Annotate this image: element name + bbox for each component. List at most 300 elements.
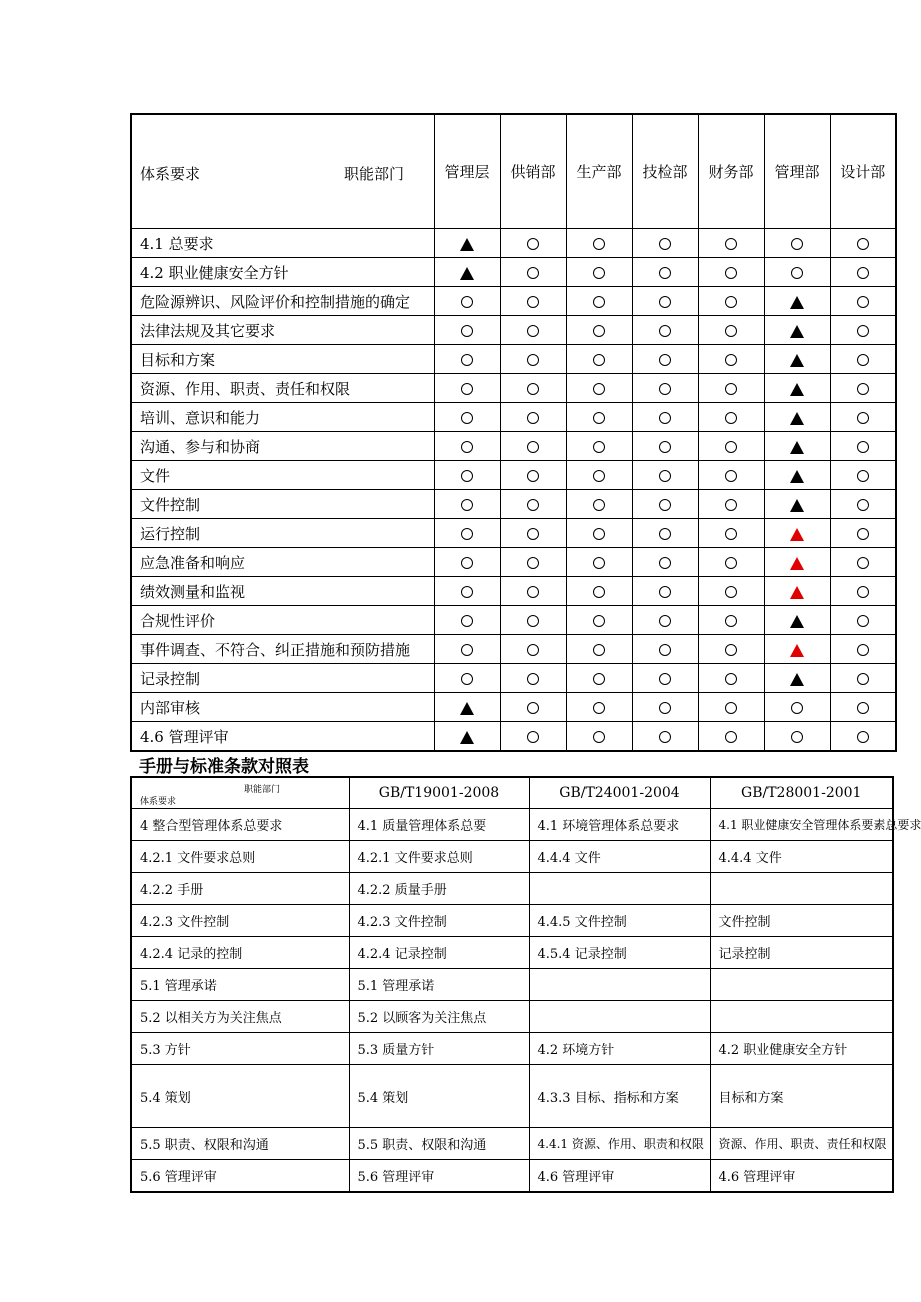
requirement-label: 沟通、参与和协商 bbox=[131, 432, 434, 461]
related-mark-cell bbox=[632, 345, 698, 374]
comparison-row bbox=[131, 1001, 893, 1033]
related-mark-cell bbox=[632, 548, 698, 577]
circle-icon bbox=[659, 267, 671, 279]
circle-icon bbox=[527, 673, 539, 685]
standard-clause-cell: 4.1 职业健康安全管理体系要素总要求 bbox=[710, 809, 893, 841]
related-mark-cell bbox=[632, 490, 698, 519]
related-mark-cell bbox=[830, 519, 896, 548]
standard-header: GB/T24001-2004 bbox=[529, 777, 710, 809]
related-mark-cell bbox=[830, 461, 896, 490]
related-mark-cell bbox=[500, 635, 566, 664]
related-mark-cell bbox=[566, 461, 632, 490]
requirement-label: 危险源辨识、风险评价和控制措施的确定 bbox=[131, 287, 434, 316]
circle-icon bbox=[725, 383, 737, 395]
circle-icon bbox=[659, 615, 671, 627]
circle-icon bbox=[791, 702, 803, 714]
related-mark-cell bbox=[566, 229, 632, 258]
related-mark-cell bbox=[764, 258, 830, 287]
standard-clause-cell: 4.5.4 记录控制 bbox=[529, 937, 710, 969]
comparison-row bbox=[131, 937, 893, 969]
circle-icon bbox=[725, 238, 737, 250]
related-mark-cell bbox=[830, 374, 896, 403]
standard-clause-cell: 4.1 质量管理体系总要 bbox=[349, 809, 529, 841]
matrix-row bbox=[131, 287, 896, 316]
matrix-row bbox=[131, 345, 896, 374]
circle-icon bbox=[725, 412, 737, 424]
circle-icon bbox=[593, 673, 605, 685]
circle-icon bbox=[725, 702, 737, 714]
circle-icon bbox=[527, 383, 539, 395]
triangle-icon bbox=[790, 354, 804, 367]
circle-icon bbox=[461, 383, 473, 395]
circle-icon bbox=[857, 441, 869, 453]
manual-clause-cell: 4.2.2 手册 bbox=[131, 873, 349, 905]
circle-icon bbox=[725, 644, 737, 656]
circle-icon bbox=[857, 528, 869, 540]
responsible-mark-cell bbox=[764, 490, 830, 519]
related-mark-cell bbox=[830, 403, 896, 432]
related-mark-cell bbox=[698, 229, 764, 258]
circle-icon bbox=[527, 644, 539, 656]
related-mark-cell bbox=[500, 345, 566, 374]
standard-clause-cell: 4.4.4 文件 bbox=[710, 841, 893, 873]
circle-icon bbox=[659, 325, 671, 337]
related-mark-cell bbox=[764, 722, 830, 752]
responsible-mark-cell bbox=[434, 258, 500, 287]
related-mark-cell bbox=[500, 258, 566, 287]
standard-clause-cell: 4.3.3 目标、指标和方案 bbox=[529, 1065, 710, 1128]
circle-icon bbox=[725, 615, 737, 627]
circle-icon bbox=[857, 267, 869, 279]
standard-clause-cell: 4.4.5 文件控制 bbox=[529, 905, 710, 937]
related-mark-cell bbox=[434, 461, 500, 490]
circle-icon bbox=[659, 557, 671, 569]
circle-icon bbox=[593, 644, 605, 656]
triangle-icon bbox=[790, 673, 804, 686]
comparison-row bbox=[131, 809, 893, 841]
dept-header: 管理部 bbox=[764, 114, 830, 229]
related-mark-cell bbox=[632, 519, 698, 548]
circle-icon bbox=[725, 731, 737, 743]
responsible-mark-cell bbox=[764, 432, 830, 461]
circle-icon bbox=[527, 470, 539, 482]
related-mark-cell bbox=[698, 519, 764, 548]
responsible-mark-cell bbox=[764, 577, 830, 606]
related-mark-cell bbox=[566, 374, 632, 403]
circle-icon bbox=[725, 354, 737, 366]
related-mark-cell bbox=[434, 606, 500, 635]
related-mark-cell bbox=[566, 403, 632, 432]
related-mark-cell bbox=[698, 461, 764, 490]
related-mark-cell bbox=[434, 374, 500, 403]
circle-icon bbox=[725, 267, 737, 279]
related-mark-cell bbox=[698, 635, 764, 664]
circle-icon bbox=[527, 557, 539, 569]
related-mark-cell bbox=[632, 606, 698, 635]
responsibility-matrix-table bbox=[130, 113, 897, 752]
dept-header: 财务部 bbox=[698, 114, 764, 229]
circle-icon bbox=[527, 412, 539, 424]
requirement-label: 事件调查、不符合、纠正措施和预防措施 bbox=[131, 635, 434, 664]
comparison-row bbox=[131, 905, 893, 937]
related-mark-cell bbox=[698, 403, 764, 432]
requirement-label: 记录控制 bbox=[131, 664, 434, 693]
comparison-table-title: 手册与标准条款对照表 bbox=[139, 757, 309, 777]
related-mark-cell bbox=[566, 577, 632, 606]
circle-icon bbox=[461, 615, 473, 627]
circle-icon bbox=[857, 354, 869, 366]
requirement-label: 文件 bbox=[131, 461, 434, 490]
responsible-mark-cell bbox=[434, 229, 500, 258]
related-mark-cell bbox=[500, 287, 566, 316]
circle-icon bbox=[461, 470, 473, 482]
circle-icon bbox=[527, 325, 539, 337]
circle-icon bbox=[857, 702, 869, 714]
matrix-row bbox=[131, 635, 896, 664]
related-mark-cell bbox=[500, 403, 566, 432]
circle-icon bbox=[857, 615, 869, 627]
circle-icon bbox=[593, 731, 605, 743]
comparison-row bbox=[131, 841, 893, 873]
standard-clause-cell: 4.2.2 质量手册 bbox=[349, 873, 529, 905]
related-mark-cell bbox=[566, 287, 632, 316]
circle-icon bbox=[725, 528, 737, 540]
matrix-row bbox=[131, 548, 896, 577]
related-mark-cell bbox=[632, 229, 698, 258]
circle-icon bbox=[593, 528, 605, 540]
requirement-label: 4.6 管理评审 bbox=[131, 722, 434, 752]
matrix-row bbox=[131, 258, 896, 287]
triangle-icon bbox=[790, 470, 804, 483]
circle-icon bbox=[725, 499, 737, 511]
related-mark-cell bbox=[434, 316, 500, 345]
related-mark-cell bbox=[566, 432, 632, 461]
comparison-row bbox=[131, 969, 893, 1001]
standard-header: GB/T28001-2001 bbox=[710, 777, 893, 809]
circle-icon bbox=[527, 586, 539, 598]
related-mark-cell bbox=[632, 432, 698, 461]
standard-clause-cell: 4.4.4 文件 bbox=[529, 841, 710, 873]
corner-departments-label: 职能部门 bbox=[344, 165, 405, 183]
related-mark-cell bbox=[500, 693, 566, 722]
related-mark-cell bbox=[566, 345, 632, 374]
circle-icon bbox=[593, 238, 605, 250]
red-triangle-icon bbox=[790, 586, 804, 599]
related-mark-cell bbox=[500, 519, 566, 548]
circle-icon bbox=[527, 354, 539, 366]
standard-clause-cell: 4.2.4 记录控制 bbox=[349, 937, 529, 969]
requirement-label: 应急准备和响应 bbox=[131, 548, 434, 577]
circle-icon bbox=[593, 615, 605, 627]
matrix-row bbox=[131, 490, 896, 519]
circle-icon bbox=[659, 238, 671, 250]
circle-icon bbox=[461, 412, 473, 424]
related-mark-cell bbox=[830, 287, 896, 316]
circle-icon bbox=[791, 238, 803, 250]
standard-clause-cell: 5.5 职责、权限和沟通 bbox=[349, 1128, 529, 1160]
circle-icon bbox=[593, 325, 605, 337]
related-mark-cell bbox=[632, 722, 698, 752]
responsible-mark-cell bbox=[764, 403, 830, 432]
circle-icon bbox=[857, 644, 869, 656]
related-mark-cell bbox=[830, 606, 896, 635]
requirement-label: 合规性评价 bbox=[131, 606, 434, 635]
standard-clause-cell bbox=[710, 1001, 893, 1033]
related-mark-cell bbox=[698, 345, 764, 374]
triangle-icon bbox=[790, 296, 804, 309]
related-mark-cell bbox=[566, 548, 632, 577]
related-mark-cell bbox=[830, 577, 896, 606]
circle-icon bbox=[659, 528, 671, 540]
related-mark-cell bbox=[566, 316, 632, 345]
circle-icon bbox=[857, 499, 869, 511]
circle-icon bbox=[659, 499, 671, 511]
related-mark-cell bbox=[698, 432, 764, 461]
comparison-row bbox=[131, 1033, 893, 1065]
comparison-row bbox=[131, 873, 893, 905]
standard-header: GB/T19001-2008 bbox=[349, 777, 529, 809]
related-mark-cell bbox=[632, 461, 698, 490]
comparison-row bbox=[131, 1065, 893, 1128]
circle-icon bbox=[659, 412, 671, 424]
responsible-mark-cell bbox=[764, 287, 830, 316]
circle-icon bbox=[593, 267, 605, 279]
circle-icon bbox=[593, 354, 605, 366]
related-mark-cell bbox=[764, 693, 830, 722]
responsible-mark-cell bbox=[764, 635, 830, 664]
circle-icon bbox=[461, 586, 473, 598]
corner-requirements-label: 体系要求 bbox=[140, 165, 201, 183]
requirement-label: 内部审核 bbox=[131, 693, 434, 722]
standard-clause-cell: 4.2.3 文件控制 bbox=[349, 905, 529, 937]
circle-icon bbox=[593, 441, 605, 453]
related-mark-cell bbox=[500, 490, 566, 519]
requirement-label: 4.2 职业健康安全方针 bbox=[131, 258, 434, 287]
circle-icon bbox=[461, 499, 473, 511]
circle-icon bbox=[659, 470, 671, 482]
related-mark-cell bbox=[830, 432, 896, 461]
related-mark-cell bbox=[566, 693, 632, 722]
related-mark-cell bbox=[434, 635, 500, 664]
circle-icon bbox=[659, 441, 671, 453]
circle-icon bbox=[857, 412, 869, 424]
triangle-icon bbox=[790, 499, 804, 512]
standard-clause-cell: 4.2 环境方针 bbox=[529, 1033, 710, 1065]
related-mark-cell bbox=[830, 345, 896, 374]
related-mark-cell bbox=[434, 432, 500, 461]
dept-header: 管理层 bbox=[434, 114, 500, 229]
standard-clause-cell: 4.4.1 资源、作用、职责和权限 bbox=[529, 1128, 710, 1160]
triangle-icon bbox=[460, 238, 474, 251]
circle-icon bbox=[527, 296, 539, 308]
manual-clause-cell: 4.2.4 记录的控制 bbox=[131, 937, 349, 969]
standard-clause-cell: 4.2.1 文件要求总则 bbox=[349, 841, 529, 873]
requirement-label: 培训、意识和能力 bbox=[131, 403, 434, 432]
standard-clause-cell: 4.1 环境管理体系总要求 bbox=[529, 809, 710, 841]
manual-clause-cell: 5.4 策划 bbox=[131, 1065, 349, 1128]
circle-icon bbox=[725, 673, 737, 685]
standard-clause-cell: 5.6 管理评审 bbox=[349, 1160, 529, 1193]
matrix-row bbox=[131, 519, 896, 548]
standard-clause-cell bbox=[710, 969, 893, 1001]
responsible-mark-cell bbox=[764, 374, 830, 403]
related-mark-cell bbox=[830, 490, 896, 519]
triangle-icon bbox=[790, 615, 804, 628]
circle-icon bbox=[461, 673, 473, 685]
manual-clause-cell: 5.3 方针 bbox=[131, 1033, 349, 1065]
matrix-row bbox=[131, 229, 896, 258]
circle-icon bbox=[725, 470, 737, 482]
related-mark-cell bbox=[698, 664, 764, 693]
standard-clause-cell: 文件控制 bbox=[710, 905, 893, 937]
related-mark-cell bbox=[632, 693, 698, 722]
circle-icon bbox=[593, 702, 605, 714]
related-mark-cell bbox=[698, 693, 764, 722]
related-mark-cell bbox=[434, 577, 500, 606]
circle-icon bbox=[659, 354, 671, 366]
related-mark-cell bbox=[698, 287, 764, 316]
circle-icon bbox=[461, 354, 473, 366]
related-mark-cell bbox=[698, 722, 764, 752]
circle-icon bbox=[725, 441, 737, 453]
red-triangle-icon bbox=[790, 644, 804, 657]
standard-clause-cell: 记录控制 bbox=[710, 937, 893, 969]
standard-clause-cell: 5.2 以顾客为关注焦点 bbox=[349, 1001, 529, 1033]
circle-icon bbox=[659, 673, 671, 685]
related-mark-cell bbox=[830, 664, 896, 693]
related-mark-cell bbox=[830, 693, 896, 722]
circle-icon bbox=[461, 441, 473, 453]
requirement-label: 目标和方案 bbox=[131, 345, 434, 374]
triangle-icon bbox=[790, 383, 804, 396]
standard-clause-cell: 4.6 管理评审 bbox=[710, 1160, 893, 1193]
requirement-label: 资源、作用、职责、责任和权限 bbox=[131, 374, 434, 403]
triangle-icon bbox=[460, 731, 474, 744]
comparison-header-row bbox=[131, 777, 893, 809]
standard-clause-cell: 5.1 管理承诺 bbox=[349, 969, 529, 1001]
standard-clause-cell: 4.6 管理评审 bbox=[529, 1160, 710, 1193]
responsible-mark-cell bbox=[764, 548, 830, 577]
dept-header: 供销部 bbox=[500, 114, 566, 229]
manual-clause-cell: 5.1 管理承诺 bbox=[131, 969, 349, 1001]
standard-clause-cell: 5.4 策划 bbox=[349, 1065, 529, 1128]
related-mark-cell bbox=[566, 606, 632, 635]
related-mark-cell bbox=[434, 403, 500, 432]
related-mark-cell bbox=[632, 577, 698, 606]
related-mark-cell bbox=[500, 548, 566, 577]
related-mark-cell bbox=[500, 606, 566, 635]
related-mark-cell bbox=[830, 548, 896, 577]
circle-icon bbox=[725, 557, 737, 569]
matrix-row bbox=[131, 316, 896, 345]
circle-icon bbox=[725, 325, 737, 337]
circle-icon bbox=[593, 470, 605, 482]
standard-clause-cell bbox=[710, 873, 893, 905]
comparison-row bbox=[131, 1160, 893, 1193]
related-mark-cell bbox=[434, 287, 500, 316]
related-mark-cell bbox=[830, 258, 896, 287]
circle-icon bbox=[659, 586, 671, 598]
standard-clause-cell bbox=[529, 969, 710, 1001]
standard-clause-cell: 4.2 职业健康安全方针 bbox=[710, 1033, 893, 1065]
circle-icon bbox=[593, 586, 605, 598]
circle-icon bbox=[593, 383, 605, 395]
circle-icon bbox=[857, 470, 869, 482]
matrix-row bbox=[131, 374, 896, 403]
related-mark-cell bbox=[698, 606, 764, 635]
related-mark-cell bbox=[830, 316, 896, 345]
related-mark-cell bbox=[500, 461, 566, 490]
circle-icon bbox=[461, 557, 473, 569]
dept-header: 生产部 bbox=[566, 114, 632, 229]
circle-icon bbox=[527, 528, 539, 540]
related-mark-cell bbox=[500, 229, 566, 258]
related-mark-cell bbox=[566, 258, 632, 287]
triangle-icon bbox=[790, 412, 804, 425]
circle-icon bbox=[527, 731, 539, 743]
circle-icon bbox=[659, 731, 671, 743]
dept-header: 技检部 bbox=[632, 114, 698, 229]
circle-icon bbox=[593, 499, 605, 511]
manual-clause-cell: 5.5 职责、权限和沟通 bbox=[131, 1128, 349, 1160]
responsible-mark-cell bbox=[764, 316, 830, 345]
circle-icon bbox=[593, 557, 605, 569]
circle-icon bbox=[527, 499, 539, 511]
circle-icon bbox=[857, 586, 869, 598]
comparison-corner-cell bbox=[131, 777, 349, 809]
related-mark-cell bbox=[566, 722, 632, 752]
manual-clause-cell: 5.2 以相关方为关注焦点 bbox=[131, 1001, 349, 1033]
related-mark-cell bbox=[434, 664, 500, 693]
related-mark-cell bbox=[566, 490, 632, 519]
standard-comparison-table bbox=[130, 776, 921, 1193]
related-mark-cell bbox=[632, 374, 698, 403]
matrix-row bbox=[131, 577, 896, 606]
matrix-row bbox=[131, 461, 896, 490]
matrix-header-row bbox=[131, 114, 896, 229]
corner-requirements-label: 体系要求 bbox=[140, 797, 177, 807]
manual-clause-cell: 4 整合型管理体系总要求 bbox=[131, 809, 349, 841]
requirement-label: 文件控制 bbox=[131, 490, 434, 519]
related-mark-cell bbox=[500, 664, 566, 693]
related-mark-cell bbox=[434, 345, 500, 374]
dept-header: 设计部 bbox=[830, 114, 896, 229]
responsible-mark-cell bbox=[764, 664, 830, 693]
related-mark-cell bbox=[698, 316, 764, 345]
related-mark-cell bbox=[698, 577, 764, 606]
responsible-mark-cell bbox=[434, 693, 500, 722]
responsible-mark-cell bbox=[434, 722, 500, 752]
related-mark-cell bbox=[632, 664, 698, 693]
circle-icon bbox=[857, 383, 869, 395]
related-mark-cell bbox=[500, 577, 566, 606]
circle-icon bbox=[593, 412, 605, 424]
matrix-row bbox=[131, 664, 896, 693]
circle-icon bbox=[461, 296, 473, 308]
circle-icon bbox=[857, 557, 869, 569]
circle-icon bbox=[857, 296, 869, 308]
circle-icon bbox=[461, 644, 473, 656]
circle-icon bbox=[857, 238, 869, 250]
related-mark-cell bbox=[632, 287, 698, 316]
matrix-row bbox=[131, 432, 896, 461]
circle-icon bbox=[857, 731, 869, 743]
circle-icon bbox=[857, 325, 869, 337]
related-mark-cell bbox=[632, 316, 698, 345]
requirement-label: 4.1 总要求 bbox=[131, 229, 434, 258]
standard-clause-cell: 资源、作用、职责、责任和权限 bbox=[710, 1128, 893, 1160]
matrix-row bbox=[131, 606, 896, 635]
